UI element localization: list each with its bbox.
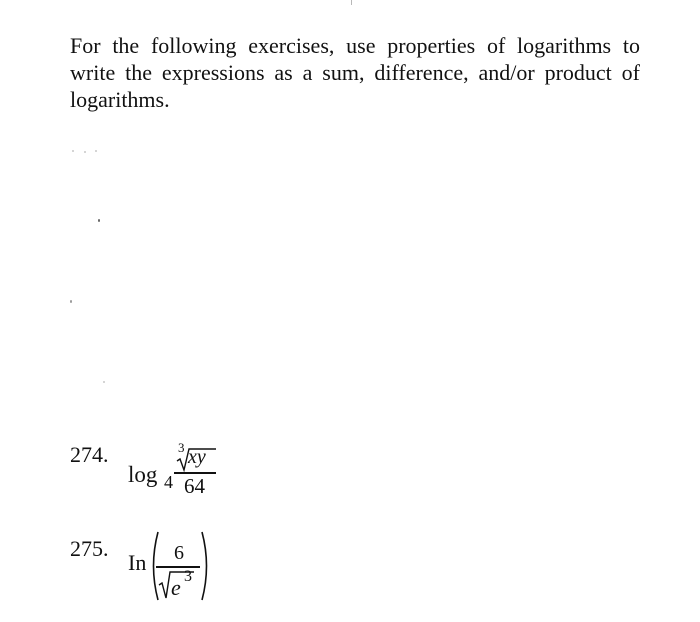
scan-speck xyxy=(72,150,74,152)
log-base: 4 xyxy=(164,472,173,492)
log-function: log xyxy=(128,462,158,487)
root-index: 3 xyxy=(178,440,185,455)
denominator: 64 xyxy=(184,474,205,498)
scan-speck xyxy=(95,150,97,152)
radicand-base: e xyxy=(171,575,181,600)
instructions-paragraph: For the following exercises, use properties of logarithms to write the expressions as a sum, difference, and/or product of logarithms. xyxy=(70,33,640,112)
scan-speck xyxy=(98,219,100,222)
exercise-275-expression xyxy=(128,530,228,610)
exercise-274-expression xyxy=(128,438,238,498)
exponent: 3 xyxy=(184,568,192,585)
fraction-bar xyxy=(156,566,200,568)
radicand: xy xyxy=(188,446,206,468)
scan-speck xyxy=(84,151,86,153)
exercise-number: 274. xyxy=(70,442,109,467)
right-paren-icon xyxy=(200,530,212,602)
scan-speck xyxy=(103,381,105,383)
page-edge-mark xyxy=(351,0,352,5)
exercise-number: 275. xyxy=(70,536,109,561)
ln-function: In xyxy=(128,550,147,575)
numerator: 6 xyxy=(174,542,184,564)
scan-speck xyxy=(70,300,72,303)
